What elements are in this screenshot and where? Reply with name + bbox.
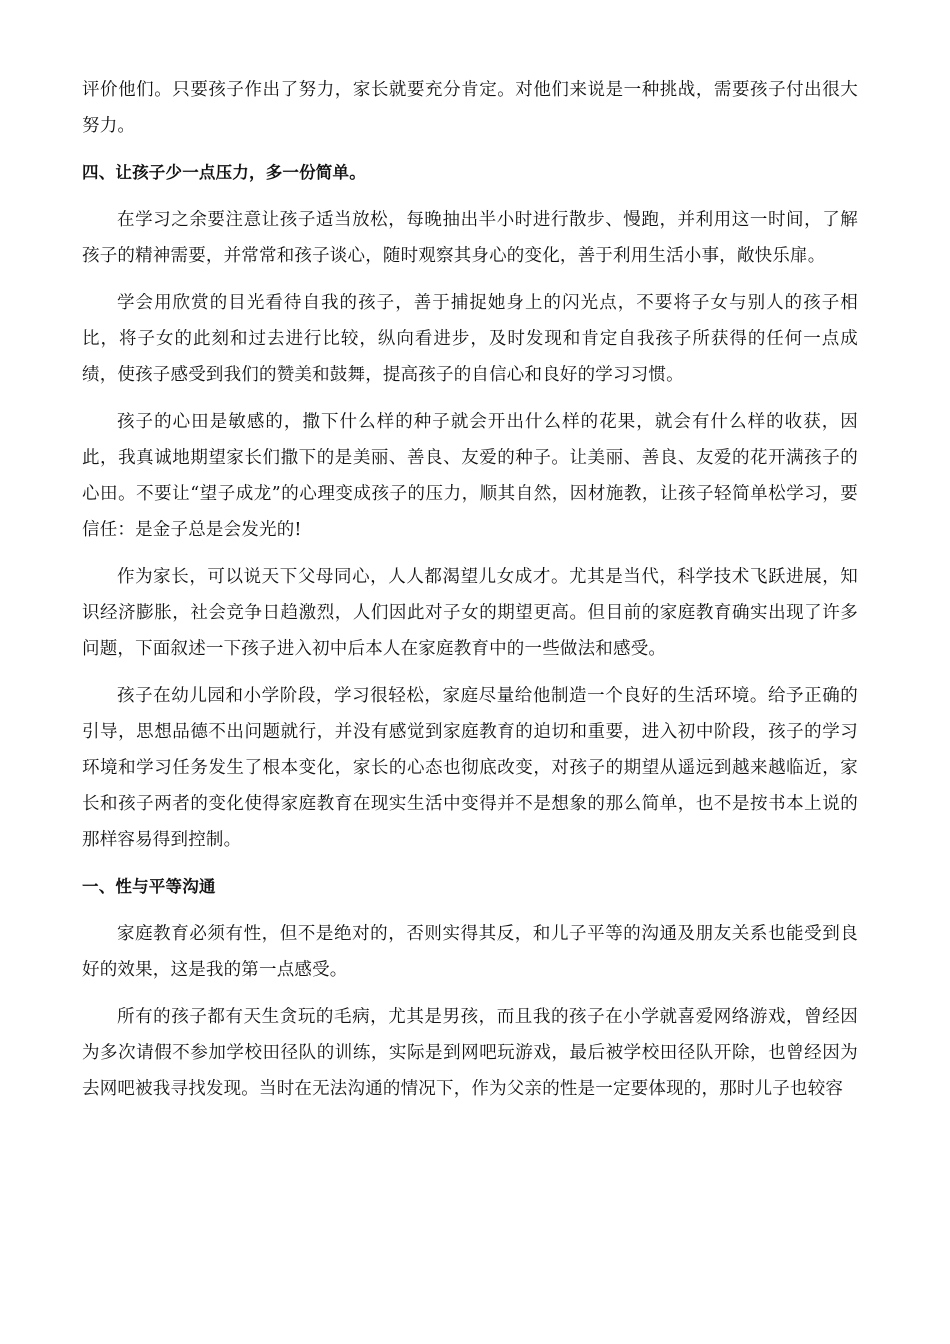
paragraph: 孩子的心田是敏感的，撒下什么样的种子就会开出什么样的花果，就会有什么样的收获，因此，我真诚地期望家长们撒下的是美丽、善良、友爱的种子。让美丽、善良、友爱的花开满孩子的心田。不要让“望子成龙”的心理变成孩子的压力，顺其自然，因材施教，让孩子轻简单松学习，要信任：是金子总是会发光的! — [82, 412, 858, 540]
paragraph: 所有的孩子都有天生贪玩的毛病，尤其是男孩，而且我的孩子在小学就喜爱网络游戏，曾经因为多次请假不参加学校田径队的训练，实际是到网吧玩游戏，最后被学校田径队开除，也曾经因为去网吧被我寻找发现。当时在无法沟通的情况下，作为父亲的性是一定要体现的，那时儿子也较容 — [82, 1007, 858, 1099]
section-heading-1: 一、性与平等沟通 — [82, 877, 216, 896]
paragraph: 家庭教育必须有性，但不是绝对的，否则实得其反，和儿子平等的沟通及朋友关系也能受到良好的效果，这是我的第一点感受。 — [82, 924, 858, 980]
paragraph: 作为家长，可以说天下父母同心，人人都渴望儿女成才。尤其是当代，科学技术飞跃进展，知识经济膨胀，社会竞争日趋激烈，人们因此对子女的期望更高。但目前的家庭教育确实出现了许多问题，下面叙述一下孩子进入初中后本人在家庭教育中的一些做法和感受。 — [82, 567, 858, 659]
paragraph: 学会用欣赏的目光看待自我的孩子，善于捕捉她身上的闪光点，不要将子女与别人的孩子相比，将子女的此刻和过去进行比较，纵向看进步，及时发现和肯定自我孩子所获得的任何一点成绩，使孩子感受到我们的赞美和鼓舞，提高孩子的自信心和良好的学习习惯。 — [82, 293, 858, 385]
section-heading-4: 四、让孩子少一点压力，多一份简单。 — [82, 163, 366, 182]
paragraph-continued: 评价他们。只要孩子作出了努力，家长就要充分肯定。对他们来说是一种挑战，需要孩子付出很大努力。 — [82, 80, 858, 136]
document-page — [82, 72, 858, 1118]
paragraph: 孩子在幼儿园和小学阶段，学习很轻松，家庭尽量给他制造一个良好的生活环境。给予正确的引导，思想品德不出问题就行，并没有感觉到家庭教育的迫切和重要，进入初中阶段，孩子的学习环境和学习任务发生了根本变化，家长的心态也彻底改变，对孩子的期望从遥远到越来越临近，家长和孩子两者的变化使得家庭教育在现实生活中变得并不是想象的那么简单，也不是按书本上说的那样容易得到控制。 — [82, 686, 858, 850]
paragraph: 在学习之余要注意让孩子适当放松，每晚抽出半小时进行散步、慢跑，并利用这一时间，了解孩子的精神需要，并常常和孩子谈心，随时观察其身心的变化，善于利用生活小事，敞快乐扉。 — [82, 210, 858, 266]
